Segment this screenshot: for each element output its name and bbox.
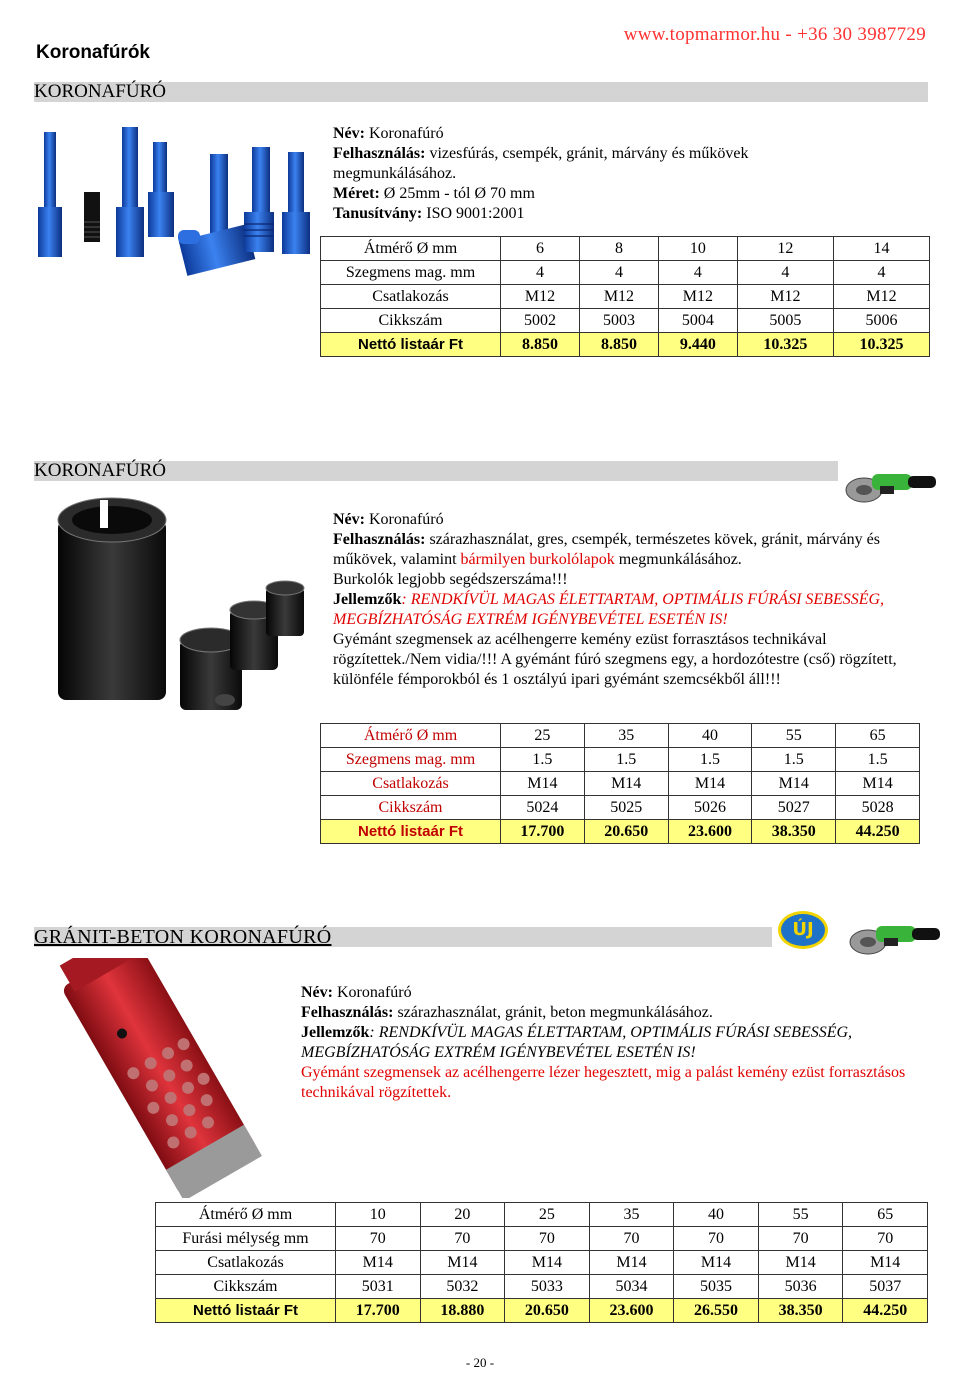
table-cell: 8.850 — [501, 333, 580, 357]
features-label: Jellemzők — [301, 1024, 370, 1041]
row-label: Átmérő Ø mm — [321, 724, 501, 748]
section1-heading: KORONAFÚRÓ — [34, 81, 166, 102]
table-cell: 1.5 — [584, 748, 668, 772]
table-cell: 5004 — [658, 309, 737, 333]
table-cell: 10.325 — [737, 333, 833, 357]
section3-spec-table — [155, 1202, 928, 1323]
table-cell: 40 — [674, 1203, 759, 1227]
table-cell: 12 — [737, 237, 833, 261]
table-cell: 44.250 — [843, 1299, 928, 1323]
table-cell: 38.350 — [752, 820, 836, 844]
table-cell: M12 — [658, 285, 737, 309]
table-cell: 70 — [589, 1227, 674, 1251]
table-cell: 4 — [737, 261, 833, 285]
table-row — [321, 309, 930, 333]
table-cell: M14 — [505, 1251, 590, 1275]
slogan: Burkolók legjobb segédszerszáma!!! — [333, 571, 568, 588]
use-label: Felhasználás: — [333, 145, 426, 162]
table-cell: 55 — [752, 724, 836, 748]
table-cell: 17.700 — [336, 1299, 421, 1323]
table-row — [321, 748, 920, 772]
blue-drill-bits-photo — [30, 112, 320, 312]
use-label: Felhasználás: — [333, 531, 426, 548]
table-row — [321, 724, 920, 748]
table-cell: 70 — [843, 1227, 928, 1251]
table-cell: 26.550 — [674, 1299, 759, 1323]
angle-grinder-icon — [846, 912, 946, 962]
table-row — [321, 796, 920, 820]
table-cell: 10 — [336, 1203, 421, 1227]
table-cell: M14 — [674, 1251, 759, 1275]
table-cell: 17.700 — [501, 820, 585, 844]
use-value-highlight: bármilyen burkolólapok — [460, 551, 615, 568]
table-cell: 20.650 — [584, 820, 668, 844]
table-row — [321, 772, 920, 796]
table-row — [321, 820, 920, 844]
table-cell: 1.5 — [752, 748, 836, 772]
table-cell: 5028 — [836, 796, 920, 820]
table-cell: 4 — [833, 261, 929, 285]
row-label: Átmérő Ø mm — [156, 1203, 336, 1227]
table-cell: 5027 — [752, 796, 836, 820]
use-value-end: megmunkálásához. — [614, 551, 742, 568]
table-cell: 5024 — [501, 796, 585, 820]
section3-description — [301, 983, 931, 1103]
table-cell: 10 — [658, 237, 737, 261]
table-cell: M12 — [833, 285, 929, 309]
section2-heading: KORONAFÚRÓ — [34, 460, 166, 481]
features-value: : RENDKÍVÜL MAGAS ÉLETTARTAM, OPTIMÁLIS FÚRÁSI SEBESSÉG, MEGBÍZHATÓSÁG EXTRÉM IGÉNYBEVÉTEL ESETÉN IS! — [301, 1024, 853, 1061]
row-label: Furási mélység mm — [156, 1227, 336, 1251]
name-value: Koronafúró — [332, 984, 412, 1001]
row-label: Szegmens mag. mm — [321, 748, 501, 772]
table-row — [321, 285, 930, 309]
table-cell: 1.5 — [501, 748, 585, 772]
cert-value: ISO 9001:2001 — [422, 205, 525, 222]
table-cell: 5036 — [758, 1275, 843, 1299]
table-cell: 6 — [501, 237, 580, 261]
section2-spec-table — [320, 723, 920, 844]
table-cell: M12 — [737, 285, 833, 309]
table-cell: M14 — [336, 1251, 421, 1275]
black-core-bits-photo — [30, 490, 320, 720]
table-cell: 5006 — [833, 309, 929, 333]
table-cell: M14 — [668, 772, 752, 796]
use-label: Felhasználás: — [301, 1004, 394, 1021]
row-label: Nettó listaár Ft — [321, 333, 501, 357]
table-cell: M14 — [501, 772, 585, 796]
section2-description — [333, 510, 923, 690]
use-value: vizesfúrás, csempék, gránit, márvány és műkövek megmunkálásához. — [333, 145, 749, 182]
row-label: Csatlakozás — [156, 1251, 336, 1275]
new-badge-text: ÚJ — [792, 919, 814, 940]
size-value: Ø 25mm - tól Ø 70 mm — [379, 185, 535, 202]
table-cell: 70 — [505, 1227, 590, 1251]
table-cell: 10.325 — [833, 333, 929, 357]
page-number: - 20 - — [465, 1355, 495, 1370]
table-cell: 5003 — [579, 309, 658, 333]
table-cell: 65 — [836, 724, 920, 748]
section3-heading-bar — [34, 927, 772, 947]
table-cell: 5005 — [737, 309, 833, 333]
detail-text-2: A gyémánt fúró szegmens egy, a hordozótestre (cső) rögzített, különféle fémporokból és 1 osztályú ipari gyémánt szemcsékből áll!!! — [333, 651, 897, 688]
table-row — [321, 333, 930, 357]
table-cell: M14 — [836, 772, 920, 796]
table-cell: 14 — [833, 237, 929, 261]
section1-description — [333, 124, 873, 224]
table-cell: 38.350 — [758, 1299, 843, 1323]
row-label: Csatlakozás — [321, 772, 501, 796]
table-cell: 5035 — [674, 1275, 759, 1299]
table-cell: 23.600 — [668, 820, 752, 844]
table-cell: 23.600 — [589, 1299, 674, 1323]
table-cell: 20.650 — [505, 1299, 590, 1323]
table-cell: 4 — [579, 261, 658, 285]
table-cell: M14 — [843, 1251, 928, 1275]
table-cell: M12 — [501, 285, 580, 309]
table-cell: 8.850 — [579, 333, 658, 357]
table-row — [156, 1251, 928, 1275]
table-cell: 5037 — [843, 1275, 928, 1299]
table-cell: 70 — [336, 1227, 421, 1251]
features-value: : RENDKÍVÜL MAGAS ÉLETTARTAM, OPTIMÁLIS FÚRÁSI SEBESSÉG, MEGBÍZHATÓSÁG EXTRÉM IGÉNYBEVÉTEL ESETÉN IS! — [333, 591, 885, 628]
table-cell: 5034 — [589, 1275, 674, 1299]
row-label: Szegmens mag. mm — [321, 261, 501, 285]
table-cell: 55 — [758, 1203, 843, 1227]
name-label: Név: — [333, 511, 365, 528]
table-cell: 25 — [505, 1203, 590, 1227]
detail-text: Gyémánt szegmensek az acélhengerre lézer hegesztett, mig a palást kemény ezüst forrasztásos technikával rögzítettek. — [301, 1064, 906, 1101]
table-cell: 5032 — [420, 1275, 505, 1299]
table-cell: 40 — [668, 724, 752, 748]
row-label: Nettó listaár Ft — [156, 1299, 336, 1323]
row-label: Cikkszám — [156, 1275, 336, 1299]
table-cell: 4 — [658, 261, 737, 285]
table-cell: 5031 — [336, 1275, 421, 1299]
detail-text-1: Gyémánt szegmensek az acélhengerre kemény ezüst forrasztásos technikával rögzítettek./Nem vidia/!!! — [333, 631, 827, 668]
table-row — [156, 1299, 928, 1323]
table-cell: M14 — [589, 1251, 674, 1275]
row-label: Cikkszám — [321, 309, 501, 333]
site-contact[interactable]: www.topmarmor.hu - +36 30 3987729 — [623, 24, 926, 45]
table-cell: M14 — [752, 772, 836, 796]
table-row — [321, 237, 930, 261]
table-cell: 35 — [589, 1203, 674, 1227]
use-value: szárazhasználat, gránit, beton megmunkálásához. — [393, 1004, 713, 1021]
table-cell: 5002 — [501, 309, 580, 333]
table-cell: 4 — [501, 261, 580, 285]
table-cell: 5025 — [584, 796, 668, 820]
red-core-bit-photo — [30, 958, 300, 1198]
table-cell: 20 — [420, 1203, 505, 1227]
table-cell: M14 — [758, 1251, 843, 1275]
cert-label: Tanusítvány: — [333, 205, 423, 222]
table-cell: 5026 — [668, 796, 752, 820]
table-row — [156, 1275, 928, 1299]
section1-heading-bar — [34, 82, 928, 102]
table-row — [321, 261, 930, 285]
name-value: Koronafúró — [364, 511, 444, 528]
table-row — [156, 1203, 928, 1227]
document-title: Koronafúrók — [36, 42, 150, 63]
features-label: Jellemzők — [333, 591, 402, 608]
table-cell: M14 — [420, 1251, 505, 1275]
table-cell: 70 — [674, 1227, 759, 1251]
name-label: Név: — [333, 125, 365, 142]
table-cell: 44.250 — [836, 820, 920, 844]
name-label: Név: — [301, 984, 333, 1001]
row-label: Nettó listaár Ft — [321, 820, 501, 844]
table-cell: M12 — [579, 285, 658, 309]
table-cell: 18.880 — [420, 1299, 505, 1323]
name-value: Koronafúró — [364, 125, 444, 142]
table-cell: 65 — [843, 1203, 928, 1227]
table-row — [156, 1227, 928, 1251]
size-label: Méret: — [333, 185, 380, 202]
table-cell: 70 — [758, 1227, 843, 1251]
row-label: Átmérő Ø mm — [321, 237, 501, 261]
section3-heading: GRÁNIT-BETON KORONAFÚRÓ — [34, 926, 332, 948]
table-cell: 1.5 — [668, 748, 752, 772]
section1-spec-table — [320, 236, 930, 357]
new-badge-icon — [778, 911, 828, 949]
table-cell: 8 — [579, 237, 658, 261]
table-cell: 35 — [584, 724, 668, 748]
table-cell: M14 — [584, 772, 668, 796]
table-cell: 25 — [501, 724, 585, 748]
angle-grinder-icon — [842, 460, 942, 510]
section2-heading-bar — [34, 461, 838, 481]
table-cell: 70 — [420, 1227, 505, 1251]
row-label: Csatlakozás — [321, 285, 501, 309]
table-cell: 1.5 — [836, 748, 920, 772]
table-cell: 9.440 — [658, 333, 737, 357]
row-label: Cikkszám — [321, 796, 501, 820]
table-cell: 5033 — [505, 1275, 590, 1299]
use-value: szárazhasználat, gres, csempék, természetes kövek, gránit, márvány és műkövek, valamint — [333, 531, 880, 568]
